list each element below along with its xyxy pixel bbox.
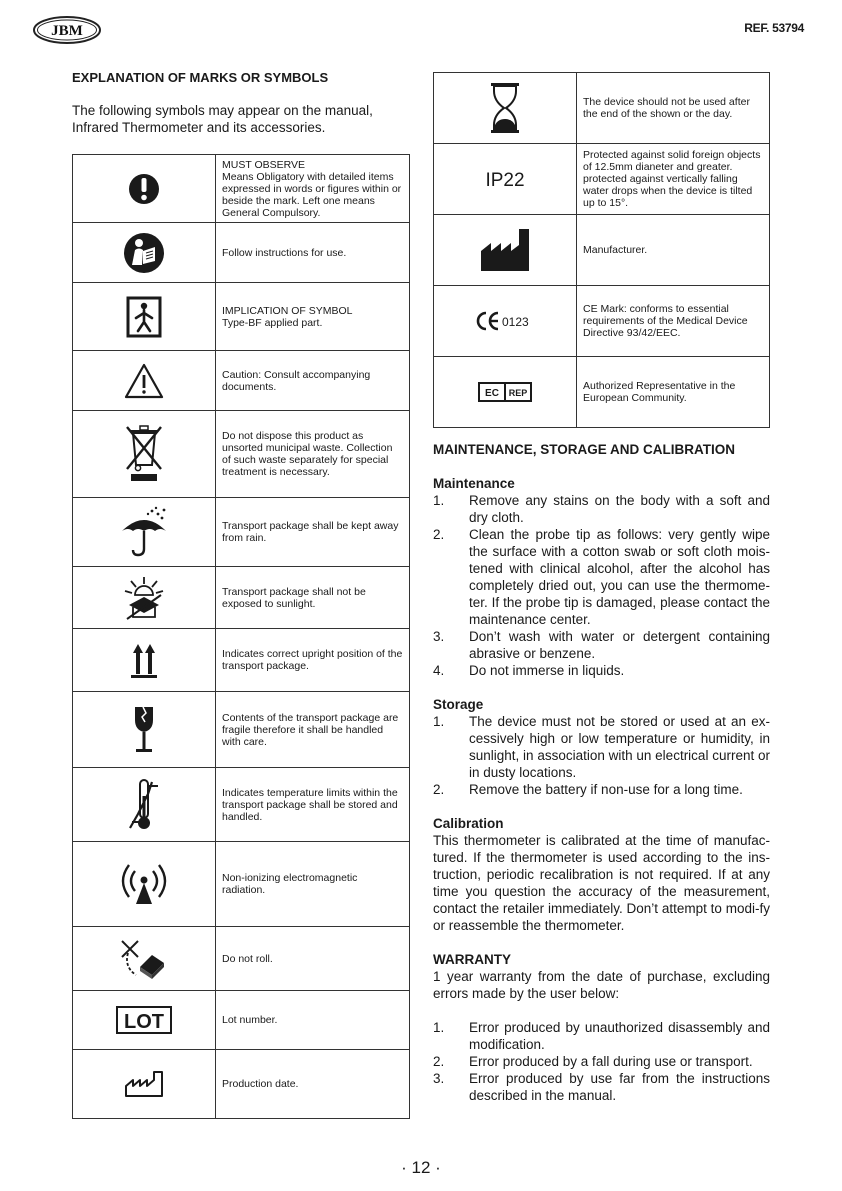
symbol-row [73, 842, 410, 927]
symbol-description: Manufacturer. [577, 215, 770, 286]
symbol-description: Protected against solid foreign objects of 12.5mm dianeter and greater. protected against vertically falling water drops when the device is tilted up to 15°. [577, 144, 770, 215]
symbol-description: Do not roll. [216, 927, 410, 991]
do-not-roll-icon [118, 937, 170, 981]
symbol-row [73, 1050, 410, 1119]
list-item: 1. The device must not be stored or used at an ex-cessively high or low temperature or humidity, in sunlight, in association with un electrical current or in dusty locations. [433, 714, 770, 780]
right-symbols-table [433, 72, 770, 428]
symbol-row [73, 283, 410, 351]
symbol-row [434, 215, 770, 286]
warranty-heading: WARRANTY [433, 952, 511, 967]
symbol-description: Indicates correct upright position of the transport package. [216, 629, 410, 692]
symbol-row [73, 629, 410, 692]
calibration-heading: Calibration [433, 816, 504, 831]
symbol-description: Transport package shall not be exposed to sunlight. [216, 567, 410, 629]
ec-rep-icon [477, 381, 533, 403]
list-item: 2. Remove the battery if non-use for a long time. [433, 782, 743, 797]
jbm-logo [32, 14, 102, 46]
symbol-row [73, 768, 410, 842]
symbol-row [73, 498, 410, 567]
warranty-text: 1 year warranty from the date of purchase, excluding errors made by the user below: [433, 969, 770, 1001]
brand-text: JBM [51, 23, 83, 39]
maintenance-column [433, 441, 770, 1104]
must-observe-icon [124, 169, 164, 209]
ip22-label: IP22 [485, 170, 525, 191]
symbol-row [73, 223, 410, 283]
symbol-description: Transport package shall be kept away from rain. [216, 498, 410, 567]
list-item: 3. Error produced by use far from the instructions described in the manual. [433, 1071, 770, 1103]
fragile-icon [129, 704, 159, 756]
weee-bin-icon [123, 423, 165, 485]
ip22-icon [474, 166, 536, 192]
manufacturer-icon [479, 227, 531, 273]
rep-label: REP [508, 388, 528, 398]
symbol-description: MUST OBSERVE Means Obligatory with detailed items expressed in words or figures within or beside the mark. Left one means General Compulsory. [216, 155, 410, 223]
list-item: 1. Remove any stains on the body with a soft and dry cloth. [433, 493, 770, 525]
list-item: 2. Clean the probe tip as follows: very gently wipe the surface with a cotton swab or soft cloth mois-tened with clinical alcohol, after the alcohol has completely dried out, you can use the thermome-ter. If the probe tip is damaged, please contact the maintenance center. [433, 527, 770, 627]
list-item: 3. Don’t wash with water or detergent containing abrasive or benzene. [433, 629, 770, 661]
maintenance-list [433, 492, 770, 679]
symbol-description: Non-ionizing electromagnetic radiation. [216, 842, 410, 927]
left-symbols-table [72, 154, 410, 1119]
symbol-description: IMPLICATION OF SYMBOL Type-BF applied part. [216, 283, 410, 351]
storage-heading: Storage [433, 697, 484, 712]
symbol-row [73, 351, 410, 411]
symbol-description: Authorized Representative in the European Community. [577, 357, 770, 428]
symbol-description: Lot number. [216, 991, 410, 1050]
hourglass-icon [488, 81, 522, 135]
list-item: 2. Error produced by a fall during use or transport. [433, 1054, 753, 1069]
symbols-intro: The following symbols may appear on the manual, Infrared Thermometer and its accessories. [72, 103, 373, 135]
radiation-icon [117, 859, 171, 909]
page-number: · 12 · [401, 1158, 441, 1177]
symbol-row [73, 567, 410, 629]
symbol-row [73, 927, 410, 991]
symbol-description: Contents of the transport package are fragile therefore it shall be handled with care. [216, 692, 410, 768]
symbol-description: Do not dispose this product as unsorted municipal waste. Collection of such waste separately for special treatment is necessary. [216, 411, 410, 498]
ce-mark-icon [474, 308, 536, 334]
warranty-list [433, 1019, 770, 1104]
maintenance-heading: Maintenance [433, 476, 515, 491]
temperature-limit-icon [126, 776, 162, 834]
this-way-up-icon [129, 640, 159, 680]
symbol-description: Follow instructions for use. [216, 223, 410, 283]
symbol-description: Production date. [216, 1050, 410, 1119]
production-date-icon [122, 1068, 166, 1100]
list-item: 4. Do not immerse in liquids. [433, 663, 625, 678]
symbol-row [434, 144, 770, 215]
read-instructions-icon [122, 231, 166, 275]
list-item: 1. Error produced by unauthorized disassembly and modification. [433, 1020, 770, 1052]
symbol-row [73, 692, 410, 768]
ce-number: 0123 [502, 315, 529, 329]
symbol-description: CE Mark: conforms to essential requirements of the Medical Device Directive 93/42/EEC. [577, 286, 770, 357]
symbol-row [434, 357, 770, 428]
symbol-row [434, 73, 770, 144]
lot-label: LOT [124, 1011, 164, 1033]
storage-list [433, 713, 770, 798]
ec-label: EC [485, 388, 499, 399]
symbol-description: Indicates temperature limits within the transport package shall be stored and handled. [216, 768, 410, 842]
calibration-text: This thermometer is calibrated at the time of manufac-tured. If the thermometer is used according to the ins-truction, periodic recalibration is not required. If at any time you question the accuracy of the measurement, contact the retailer immediately. Don’t attempt to modi-fy or reassemble the thermometer. [433, 833, 770, 933]
symbol-row [73, 991, 410, 1050]
symbol-description: Caution: Consult accompanying documents. [216, 351, 410, 411]
sunlight-icon [121, 575, 167, 621]
reference-number: REF. 53794 [744, 21, 804, 35]
symbol-row [434, 286, 770, 357]
symbol-description: The device should not be used after the end of the shown or the day. [577, 73, 770, 144]
symbols-section-title: EXPLANATION OF MARKS OR SYMBOLS [72, 70, 329, 85]
caution-icon [122, 361, 166, 401]
symbol-row [73, 411, 410, 498]
maintenance-section-title: MAINTENANCE, STORAGE AND CALIBRATION [433, 442, 735, 457]
umbrella-icon [118, 505, 170, 559]
lot-icon [115, 1005, 173, 1035]
type-bf-icon [124, 295, 164, 339]
symbol-row [73, 155, 410, 223]
